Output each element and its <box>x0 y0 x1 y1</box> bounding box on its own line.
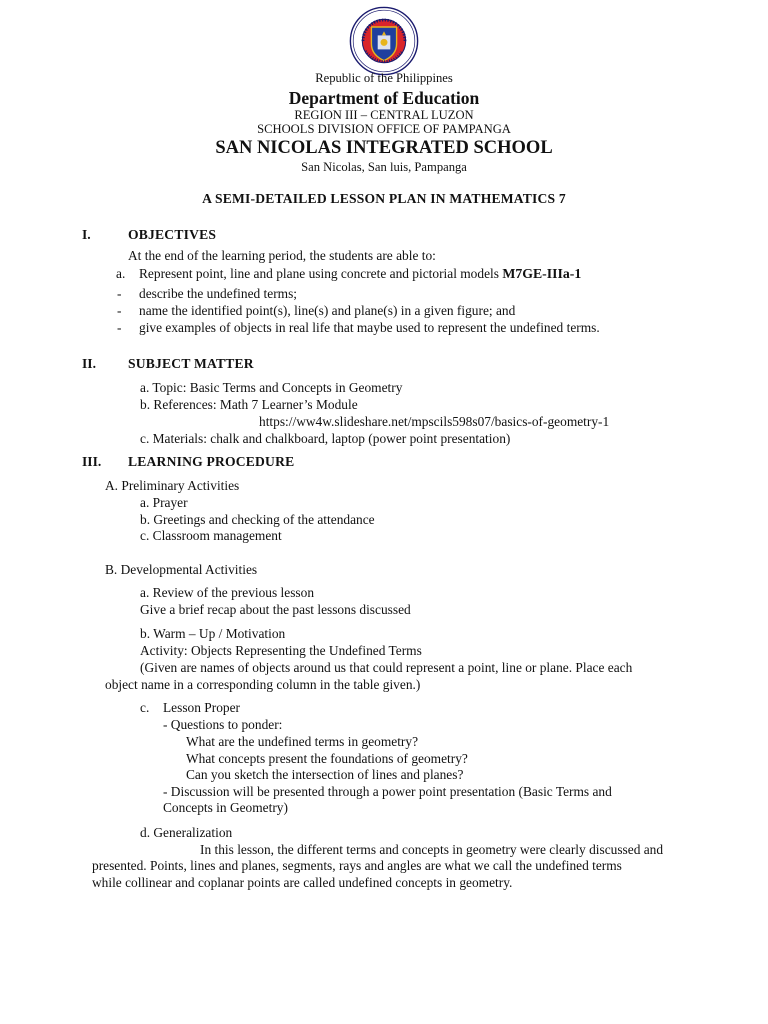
department-title: Department of Education <box>288 88 480 108</box>
school-address: San Nicolas, San luis, Pampanga <box>301 160 467 174</box>
lesson-proper-title: Lesson Proper <box>163 700 240 715</box>
activity-description-2: object name in a corresponding column in the table given.) <box>105 677 421 692</box>
objective-bullet: give examples of objects in real life that maybe used to represent the undefined terms. <box>139 320 600 335</box>
review-text: Give a brief recap about the past lessons discussed <box>140 602 411 617</box>
generalization-line-3: while collinear and coplanar points are called undefined concepts in geometry. <box>92 875 513 890</box>
objective-bullet: name the identified point(s), line(s) and plane(s) in a given figure; and <box>139 303 516 318</box>
objective-a-marker: a. <box>116 266 126 281</box>
objective-bullet-marker: - <box>117 303 122 318</box>
questions-title: - Questions to ponder: <box>163 717 283 732</box>
objective-bullet-marker: - <box>117 320 122 335</box>
discussion-line-1: - Discussion will be presented through a power point presentation (Basic Terms and <box>163 784 612 799</box>
objective-bullet: describe the undefined terms; <box>139 286 298 301</box>
generalization-line-1: In this lesson, the different terms and concepts in geometry were clearly discussed and <box>200 842 664 857</box>
subject-topic: a. Topic: Basic Terms and Concepts in Geometry <box>140 380 403 395</box>
preliminary-item: b. Greetings and checking of the attendance <box>140 512 375 527</box>
school-name: SAN NICOLAS INTEGRATED SCHOOL <box>215 138 553 158</box>
question-item: Can you sketch the intersection of lines and planes? <box>186 767 464 782</box>
warmup-title: b. Warm – Up / Motivation <box>140 626 286 641</box>
section-number-procedure: III. <box>82 454 102 469</box>
competency-code: M7GE-IIIa-1 <box>502 266 582 281</box>
discussion-line-2: Concepts in Geometry) <box>163 800 288 815</box>
objective-bullet-marker: - <box>117 286 122 301</box>
question-item: What are the undefined terms in geometry? <box>186 734 419 749</box>
division-line: SCHOOLS DIVISION OFFICE OF PAMPANGA <box>257 122 511 136</box>
question-item: What concepts present the foundations of geometry? <box>186 751 468 766</box>
deped-seal-logo <box>349 6 419 76</box>
preliminary-title: A. Preliminary Activities <box>105 478 240 493</box>
activity-line: Activity: Objects Representing the Undefined Terms <box>140 643 422 658</box>
preliminary-item: a. Prayer <box>140 495 188 510</box>
subject-materials: c. Materials: chalk and chalkboard, laptop (power point presentation) <box>140 431 511 446</box>
objective-a-statement: Represent point, line and plane using concrete and pictorial models <box>139 266 499 281</box>
objective-a-text <box>139 266 581 282</box>
region-line: REGION III – CENTRAL LUZON <box>294 108 474 122</box>
subject-references: b. References: Math 7 Learner’s Module <box>140 397 358 412</box>
republic-line: Republic of the Philippines <box>315 71 453 85</box>
objectives-intro: At the end of the learning period, the students are able to: <box>128 248 436 263</box>
section-title-objectives: OBJECTIVES <box>128 227 217 242</box>
section-number-objectives: I. <box>82 227 91 242</box>
section-title-procedure: LEARNING PROCEDURE <box>128 454 295 469</box>
section-title-subject: SUBJECT MATTER <box>128 356 254 371</box>
reference-url: https://ww4w.slideshare.net/mpscils598s07/basics-of-geometry-1 <box>259 414 610 429</box>
developmental-title: B. Developmental Activities <box>105 562 258 577</box>
generalization-title: d. Generalization <box>140 825 233 840</box>
activity-description-1: (Given are names of objects around us that could represent a point, line or plane. Place each <box>140 660 633 675</box>
document-title: A SEMI-DETAILED LESSON PLAN IN MATHEMATICS 7 <box>202 191 566 206</box>
preliminary-item: c. Classroom management <box>140 528 282 543</box>
section-number-subject: II. <box>82 356 96 371</box>
generalization-line-2: presented. Points, lines and planes, segments, rays and angles are what we call the undefined terms <box>92 858 622 873</box>
review-title: a. Review of the previous lesson <box>140 585 315 600</box>
lesson-proper-marker: c. <box>140 700 150 715</box>
